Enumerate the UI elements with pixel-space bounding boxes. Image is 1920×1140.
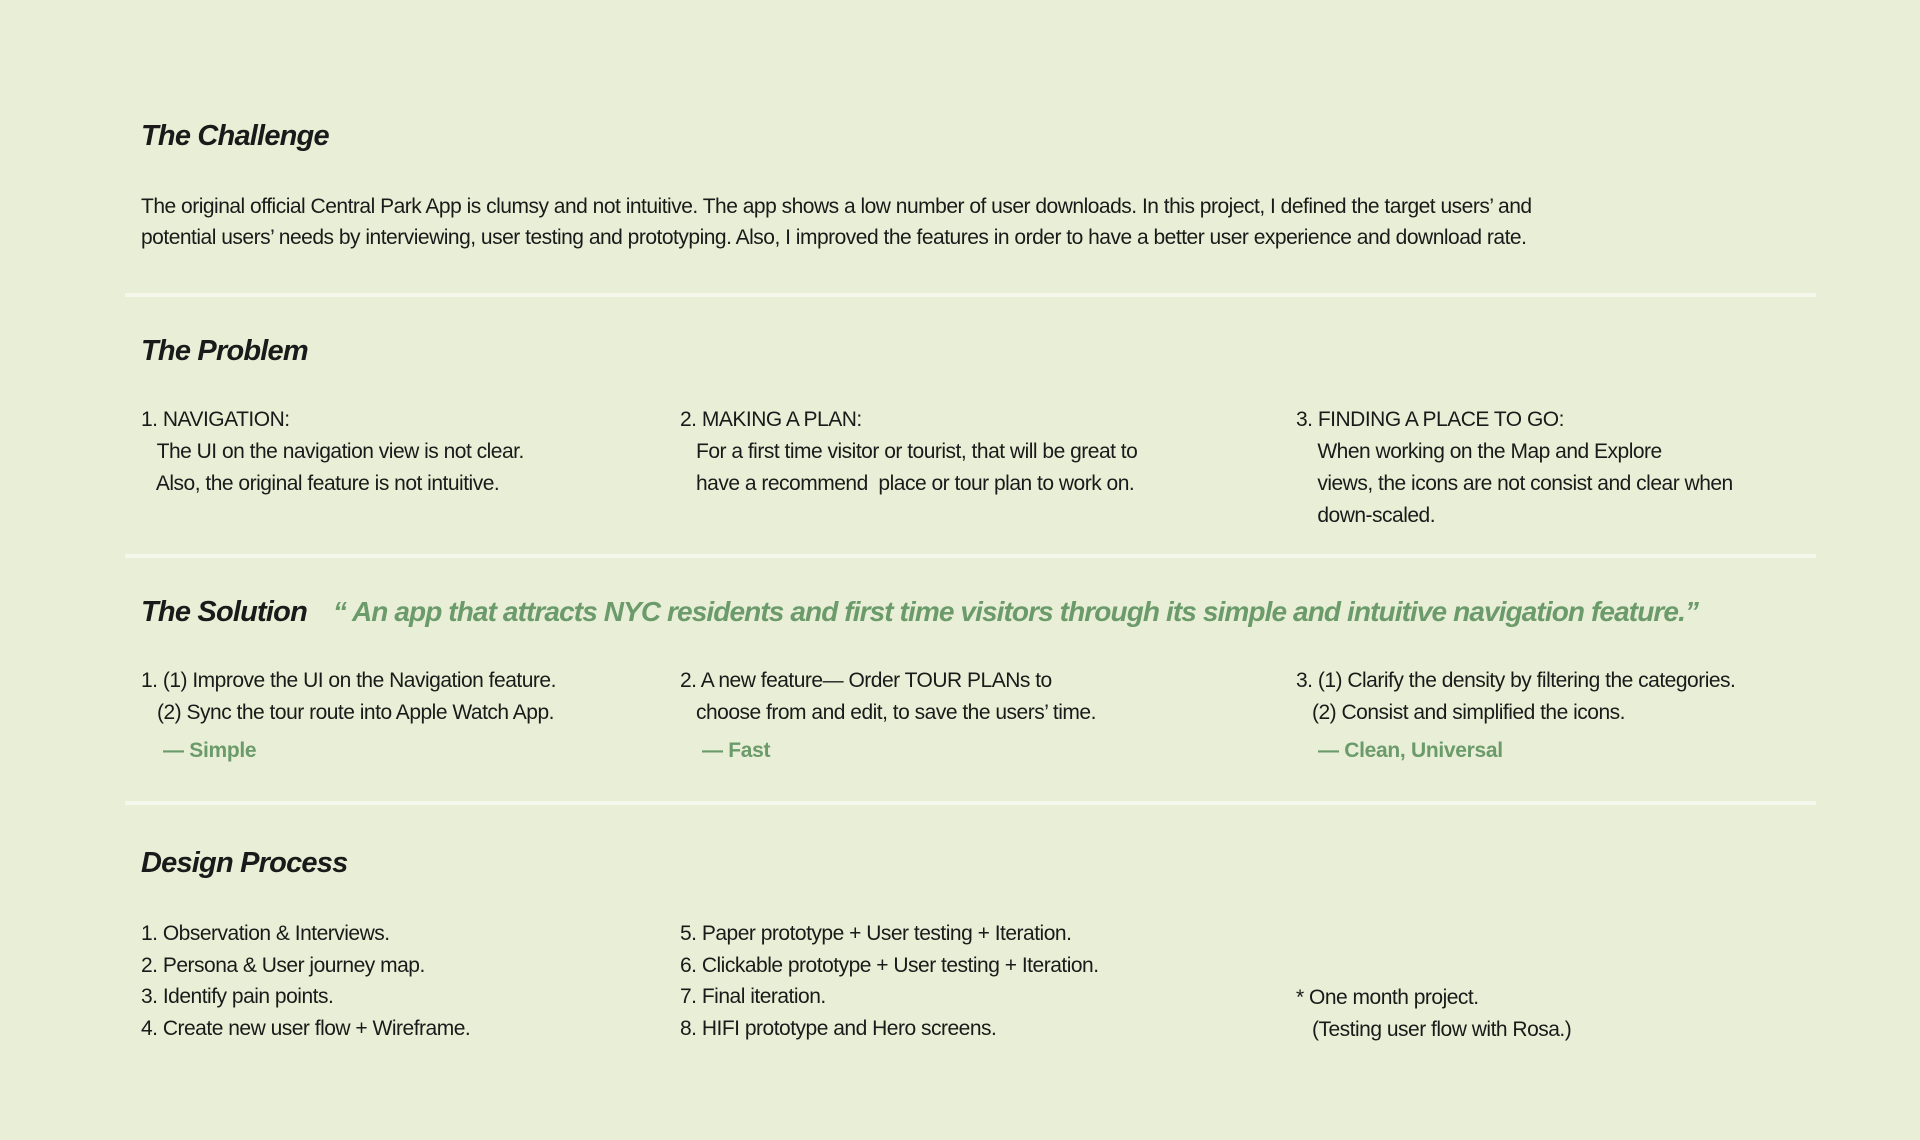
text-line: The UI on the navigation view is not clear. xyxy=(141,440,524,463)
text-line: When working on the Map and Explore xyxy=(1296,440,1662,463)
text-line: 2. Persona & User journey map. xyxy=(141,953,425,977)
text-line: (2) Sync the tour route into Apple Watch App. xyxy=(141,701,554,724)
text-line: 8. HIFI prototype and Hero screens. xyxy=(680,1016,997,1040)
divider xyxy=(125,801,1816,805)
text-line: 7. Final iteration. xyxy=(680,985,826,1008)
text-line: (Testing user flow with Rosa.) xyxy=(1296,1017,1572,1041)
text-line: 6. Clickable prototype + User testing + Iteration. xyxy=(680,953,1099,977)
text-line: For a first time visitor or tourist, that will be great to xyxy=(680,440,1138,463)
challenge-title: The Challenge xyxy=(141,120,329,152)
text-line: 3. FINDING A PLACE TO GO: xyxy=(1296,408,1564,431)
solution-quote: “ An app that attracts NYC residents and first time visitors through its simple and intuitive navigation feature.” xyxy=(333,596,1699,627)
solution-tag: — Fast xyxy=(702,739,771,762)
solution-tag: — Simple xyxy=(163,739,257,762)
text-line: 2. A new feature— Order TOUR PLANs to xyxy=(680,669,1052,692)
text-line: views, the icons are not consist and clear when xyxy=(1296,472,1733,495)
text-line: down-scaled. xyxy=(1296,504,1436,527)
text-line: 4. Create new user flow + Wireframe. xyxy=(141,1016,471,1040)
process-title: Design Process xyxy=(141,847,348,879)
solution-tag: — Clean, Universal xyxy=(1318,739,1503,762)
challenge-line: potential users’ needs by interviewing, user testing and prototyping. Also, I improved the features in order to have a better user experience and download rate. xyxy=(141,226,1527,249)
text-line: 1. NAVIGATION: xyxy=(141,408,290,431)
text-line: 5. Paper prototype + User testing + Iteration. xyxy=(680,922,1072,945)
divider xyxy=(125,293,1816,297)
problem-title: The Problem xyxy=(141,335,308,367)
text-line: 3. (1) Clarify the density by filtering the categories. xyxy=(1296,669,1736,692)
text-line: (2) Consist and simplified the icons. xyxy=(1296,701,1625,724)
challenge-line: The original official Central Park App is clumsy and not intuitive. The app shows a low number of user downloads. In this project, I defined the target users’ and xyxy=(141,195,1532,218)
text-line: choose from and edit, to save the users’ time. xyxy=(680,701,1096,724)
text-line: have a recommend place or tour plan to work on. xyxy=(680,472,1135,495)
text-line: * One month project. xyxy=(1296,986,1479,1009)
text-line: 3. Identify pain points. xyxy=(141,985,334,1008)
text-line: 1. Observation & Interviews. xyxy=(141,922,390,945)
divider xyxy=(125,554,1816,558)
text-line: 2. MAKING A PLAN: xyxy=(680,408,862,431)
text-line: 1. (1) Improve the UI on the Navigation feature. xyxy=(141,669,556,692)
text-line: Also, the original feature is not intuitive. xyxy=(141,472,500,495)
solution-title: The Solution xyxy=(141,596,307,628)
